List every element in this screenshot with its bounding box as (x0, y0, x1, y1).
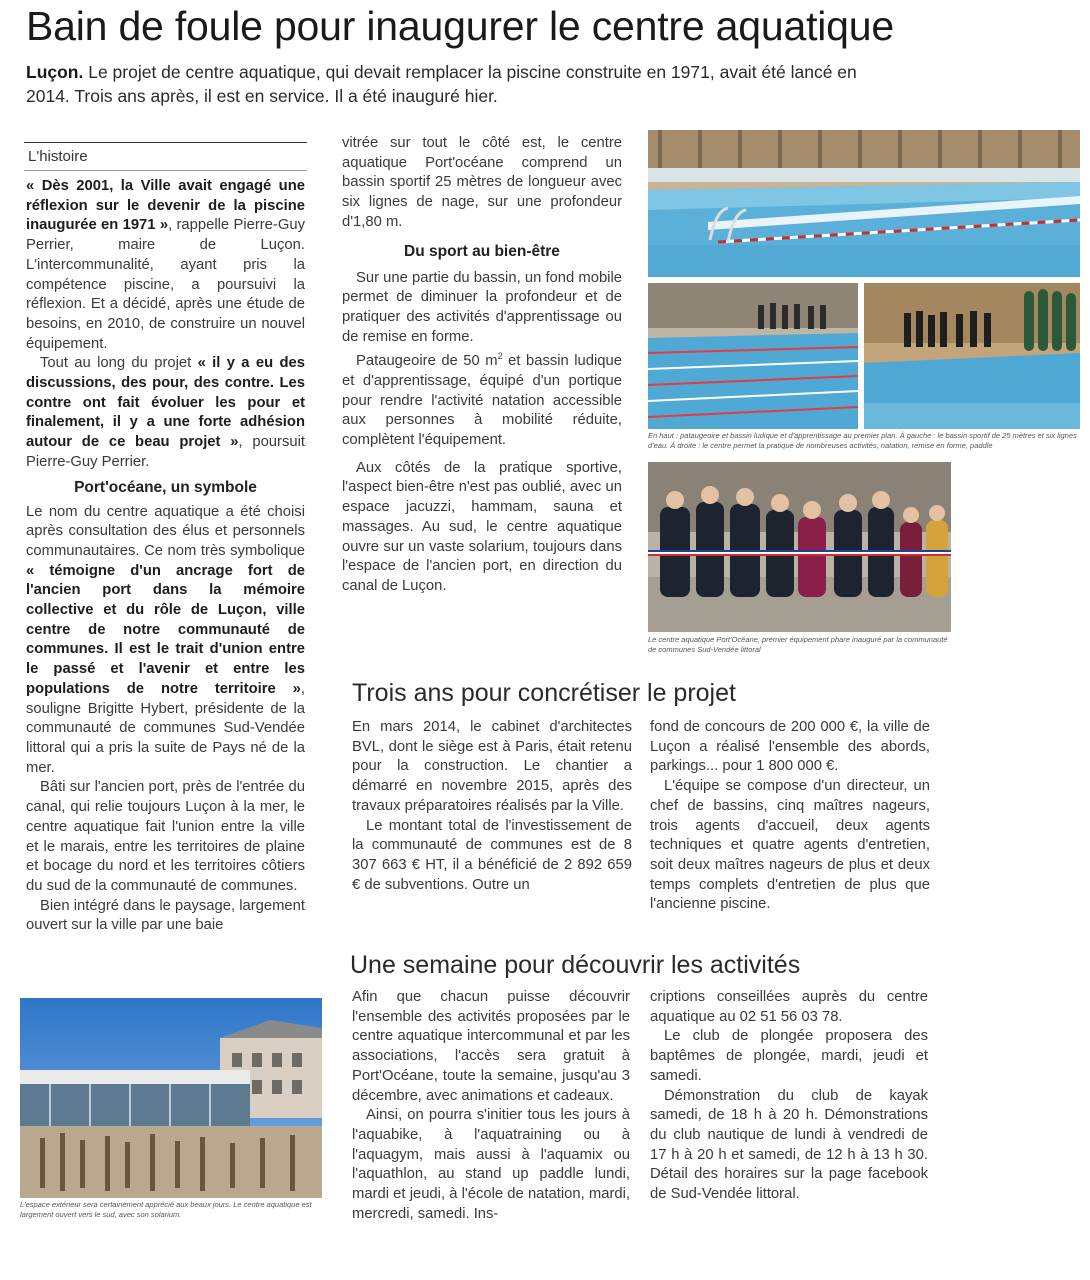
section2-right-column (650, 718, 930, 915)
standfirst (26, 60, 886, 108)
col1-text-1: , rappelle Pierre-Guy Perrier, maire de Luçon. L'intercommunalité, ayant pris la compétence piscine, a poursuivi la réflexion. Et a décidé, après une étude de besoins, en 2010, de construire un nouvel équipement. (26, 217, 305, 352)
col2-subhead: Du sport au bien-être (404, 242, 560, 260)
section3-right-p1: criptions conseillées auprès du centre aquatique au 02 51 56 03 78. (650, 989, 928, 1025)
col1-subhead: Port'océane, un symbole (74, 478, 257, 496)
col2-superscript: 2 (497, 351, 503, 362)
col1-text-2b: , poursuit Pierre-Guy Perrier. (26, 434, 305, 470)
col2-paragraph-1: vitrée sur tout le côté est, le centre aquatique Port'océane comprend un bassin sportif 25 mètres de longueur avec six lignes de nage, sur une profondeur d'1,80 m. (342, 135, 622, 230)
caption-pools: En haut : pataugeoire et bassin ludique et d'apprentissage au premier plan. À gauche : le bassin sportif de 25 mètres et six lignes d'eau. À droite : le centre permet la pratique de nombreuses activités, natation, remise en forme, paddle (648, 431, 1077, 450)
section3-left-p1: Afin que chacun puisse découvrir l'ensemble des activités proposées par le centre aquatique intercommunal et par les associations, l'accès sera gratuit à Port'Océane, toute la semaine, jusqu'au 3 décembre, avec animations et cadeaux. (352, 989, 630, 1104)
col1-quote-3: « témoigne d'un ancrage fort de l'ancien port dans la mémoire collective et du rôle de Luçon, ville centre de notre communauté de communes. Il est le trait d'union entre le passé et l'avenir et entre les populations de notre territoire » (26, 562, 305, 697)
section3-right-p2: Le club de plongée proposera des baptêmes de plongée, mardi, jeudi et samedi. (650, 1028, 928, 1084)
col2-paragraph-2: Sur une partie du bassin, un fond mobile permet de diminuer la profondeur et de pratiquer des activités d'apprentissage ou de remise en forme. (342, 269, 622, 345)
col2-text-3b: et bassin ludique et d'apprentissage, équipé d'un portique pour rendre l'activité natation accessible aux personnes à mobilité réduite, complètent l'équipement. (342, 353, 622, 449)
col1-paragraph-2 (26, 354, 305, 472)
section2-left-column (352, 718, 632, 895)
section2-right-p1: fond de concours de 200 000 €, la ville de Luçon a réalisé l'ensemble des abords, parkings... pour 1 800 000 €. (650, 719, 930, 775)
caption-ribbon: Le centre aquatique Port'Océane, premier équipement phare inauguré par la communauté de communes Sud-Vendée littoral (648, 635, 948, 654)
col1-quote-2: « il y a eu des discussions, des pour, des contre. Les contre ont fait évoluer les pour et finalement, il y a une forte adhésion autour de ce beau projet » (26, 355, 305, 451)
section3-left-column (352, 988, 630, 1224)
section3-left-p2: Ainsi, on pourra s'initier tous les jours à l'aquabike, à l'aquatraining ou à l'aquagym, mais aussi à l'aquamix ou l'aquathlon, au stand up paddle lundi, mardi et jeudi, à l'école de natation, mardi, mercredi, samedi. Ins- (352, 1107, 630, 1222)
photo-pool-top (648, 130, 1080, 277)
section2-left-p1: En mars 2014, le cabinet d'architectes BVL, dont le siège est à Paris, était retenu pour la construction. Le chantier a démarré en novembre 2015, après des travaux préparatoires réalisés par la Ville. (352, 719, 632, 814)
photo-exterior-building (20, 998, 322, 1198)
section2-right-p2: L'équipe se compose d'un directeur, un chef de bassins, cinq maîtres nageurs, trois agents d'accueil, deux agents techniques et quatre agents d'entretien, soit deux maîtres nageurs de plus et deux temps complets d'entretien de plus que l'ancienne piscine. (650, 778, 930, 913)
column-1 (26, 177, 305, 936)
col2-paragraph-3 (342, 347, 622, 450)
section3-right-column (650, 988, 928, 1205)
col1-paragraph-5: Bien intégré dans le paysage, largement ouvert sur la ville par une baie (26, 897, 305, 934)
section2-title: Trois ans pour concrétiser le projet (352, 679, 736, 707)
standfirst-text: Le projet de centre aquatique, qui devait remplacer la piscine construite en 1971, avait été lancé en 2014. Trois ans après, il est en service. Il a été inauguré hier. (26, 62, 857, 106)
column-2 (342, 134, 622, 597)
col1-quote-1: « Dès 2001, la Ville avait engagé une réflexion sur le devenir de la piscine inaugurée en 1971 » (26, 178, 305, 234)
section3-right-p3: Démonstration du club de kayak samedi, de 18 h à 20 h. Démonstrations du club nautique de lundi à vendredi de 17 h à 20 h et samedi, de 12 h à 13 h 30. Détail des horaires sur la page facebook de Sud-Vendée littoral. (650, 1087, 928, 1203)
headline: Bain de foule pour inaugurer le centre aquatique (26, 3, 894, 49)
col2-text-3a: Pataugeoire de 50 m (356, 353, 498, 370)
photo-leisure-pool (864, 283, 1080, 429)
col1-text-3a: Le nom du centre aquatique a été choisi après consultation des élus et personnels communautaires. Ce nom très symbolique (26, 503, 305, 559)
col1-paragraph-3 (26, 503, 305, 779)
section2-left-p2: Le montant total de l'investissement de la communauté de communes est de 8 307 663 € HT, il a bénéficié de 2 892 659 € de subventions. Outre un (352, 817, 632, 893)
col1-text-2a: Tout au long du projet (40, 355, 198, 372)
rubric-label: L'histoire (24, 142, 307, 171)
col1-paragraph-4: Bâti sur l'ancien port, près de l'entrée du canal, qui relie toujours Luçon à la mer, le centre aquatique fait l'union entre la ville et le marais, entre les territoires de plaine et bocage du nord et les territoires côtiers du sud de la communauté de communes. (26, 779, 305, 894)
standfirst-place: Luçon. (26, 62, 84, 82)
col1-paragraph-1 (26, 177, 305, 354)
photo-sports-pool (648, 283, 858, 429)
section3-title: Une semaine pour découvrir les activités (350, 951, 801, 979)
col2-paragraph-4: Aux côtés de la pratique sportive, l'aspect bien-être n'est pas oublié, avec un espace jacuzzi, hammam, sauna et massages. Au sud, le centre aquatique ouvre sur un vaste solarium, toujours dans l'espace de l'ancien port, en direction du canal de Luçon. (342, 459, 622, 594)
caption-exterior: L'espace extérieur sera certainement apprécié aux beaux jours. Le centre aquatique est largement ouvert vers le sud, avec son solarium. (20, 1200, 312, 1219)
photo-ribbon-cutting (648, 462, 951, 632)
col1-text-3b: , souligne Brigitte Hybert, présidente de la communauté de communes Sud-Vendée littoral qui a pris la suite de Pays né de la mer. (26, 680, 305, 776)
